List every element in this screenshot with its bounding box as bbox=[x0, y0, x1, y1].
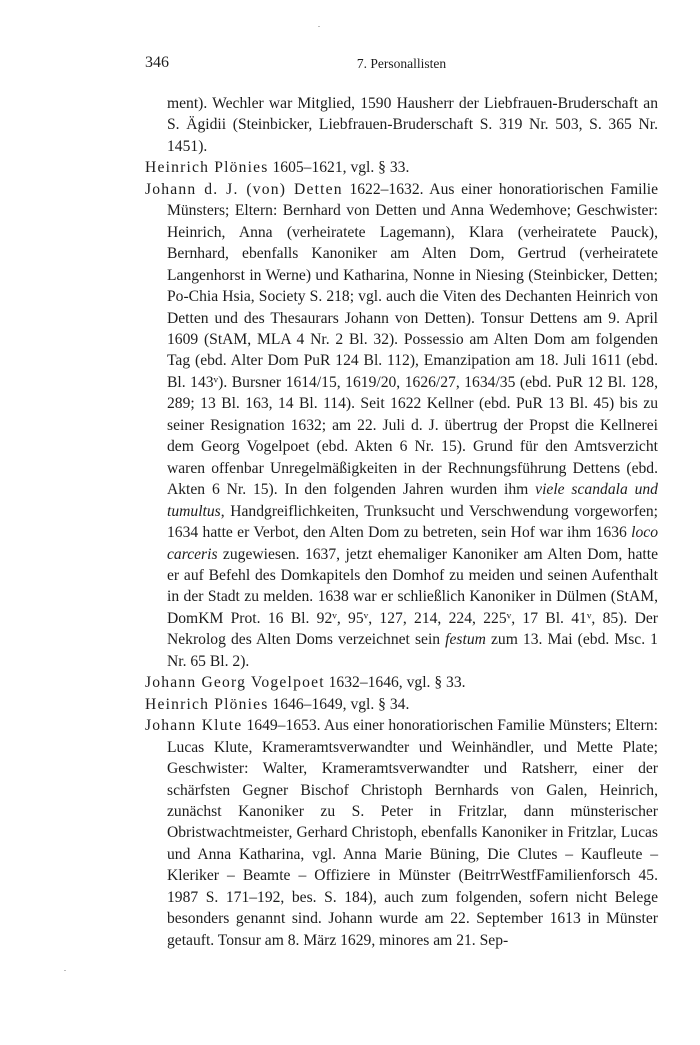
entry-name: Johann Georg Vogelpoet bbox=[145, 674, 325, 692]
scan-speck bbox=[64, 970, 66, 971]
paragraph-continuation bbox=[145, 93, 658, 157]
page-header bbox=[145, 54, 658, 78]
entry-johann-klute bbox=[145, 715, 658, 951]
entry-text: 1646–1649, vgl. § 34. bbox=[268, 695, 410, 713]
paragraph-text: ment). Wechler war Mitglied, 1590 Hausherr der Liebfrauen-Bruderschaft an S. Ägidii (Steinbicker, Liebfrauen-Bruderschaft S. 319 Nr. 503, S. 365 Nr. 1451). bbox=[167, 95, 658, 155]
entry-johann-von-detten bbox=[145, 179, 658, 672]
entry-text-italic: loco carceris bbox=[167, 524, 658, 563]
entry-text: 1649–1653. Aus einer honoratiorischen Familie Münsters; Eltern: Lucas Klute, Krameramtsverwandter und Weinhändler, und Mette Plate; Geschwister: Walter, Krameramtsverwandter und Ratsherr, einer der schärfsten Gegner Bischof Christoph Bernhards von Galen, Heinrich, zunächst Kanoniker zu S. Peter in Fritzlar, dann münsterischer Obristwachtmeister, Gerhard Christoph, ebenfalls Kanoniker in Fritzlar, Lucas und Anna Katharina, vgl. Anna Marie Büning, Die Clutes – Kaufleute – Kleriker – Beamte – Offiziere in Münster (BeitrrWestfFamilienforsch 45. 1987 S. 171–192, bes. S. 184), auch zum folgenden, sofern nicht Belege besonders genannt sind. Johann wurde am 22. September 1613 in Münster getauft. Tonsur am 8. März 1629, minores am 21. Sep- bbox=[167, 717, 658, 949]
entry-text: , Handgreiflichkeiten, Trunksucht und Verschwendung vorgeworfen; 1634 hatte er Verbot, den Alten Dom zu betreten, sein Hof war ihm 1636 bbox=[167, 502, 658, 542]
entry-text: 1632–1646, vgl. § 33. bbox=[324, 674, 466, 692]
entry-heinrich-plonies-1646 bbox=[145, 694, 658, 715]
entry-name: Heinrich Plönies bbox=[145, 159, 269, 177]
entry-text: 1622–1632. Aus einer honoratiorischen Familie Münsters; Eltern: Bernhard von Detten und Anna Wedemhove; Geschwister: Heinrich, Anna (verheiratete Lagemann), Klara (verheiratete Pauck), Bernhard, ebenfalls Kanoniker am Alten Dom, Gertrud (verheiratete Langenhorst in Werne) und Katharina, Nonne in Niesing (Steinbicker, Detten; Po-Chia Hsia, Society S. 218; vgl. auch die Viten des Dechanten Heinrich von Detten und des Thesaurars Johann von Detten). Tonsur Dettens am 9. April 1609 (StAM, MLA 4 Nr. 2 Bl. 32). Possessio am Alten Dom am folgenden Tag (ebd. Alter Dom PuR 124 Bl. 112), Emanzipation am 18. Juli 1611 (ebd. Bl. 143ᵛ). Bursner 1614/15, 1619/20, 1626/27, 1634/35 (ebd. PuR 12 Bl. 128, 289; 13 Bl. 163, 14 Bl. 114). Seit 1622 Kellner (ebd. PuR 13 Bl. 45) bis zu seiner Resignation 1632; am 22. Juli d. J. übertrug der Propst die Kellnerei dem Georg Vogelpoet (ebd. Akten 6 Nr. 15). Grund für den Amtsverzicht waren offenbar Unregelmäßigkeiten in der Rechnungsführung Dettens (ebd. Akten 6 Nr. 15). In den folgenden Jahren wurden ihm bbox=[167, 180, 658, 499]
entry-text-italic: viele scandala und tumultus bbox=[167, 481, 658, 520]
entry-heinrich-plonies-1605 bbox=[145, 157, 658, 178]
page-number: 346 bbox=[145, 54, 169, 71]
entry-text-italic: festum bbox=[445, 631, 486, 649]
entry-name: Johann Klute bbox=[145, 717, 243, 735]
entry-text: zum 13. Mai (ebd. Msc. 1 Nr. 65 Bl. 2). bbox=[167, 631, 658, 670]
running-title: 7. Personallisten bbox=[356, 56, 447, 71]
text-body bbox=[145, 93, 658, 951]
entry-johann-georg-vogelpoet bbox=[145, 672, 658, 693]
entry-text: 1605–1621, vgl. § 33. bbox=[268, 159, 410, 177]
entry-name: Heinrich Plönies bbox=[145, 695, 269, 713]
entry-name: Johann d. J. (von) Detten bbox=[145, 180, 343, 198]
entry-text: zugewiesen. 1637, jetzt ehemaliger Kanoniker am Alten Dom, hatte er auf Befehl des Domkapitels den Domhof zu meiden und seinen Aufenthalt in der Stadt zu melden. 1638 war er schließlich Kanoniker in Dülmen (StAM, DomKM Prot. 16 Bl. 92ᵛ, 95ᵛ, 127, 214, 224, 225ᵛ, 17 Bl. 41ᵛ, 85). Der Nekrolog des Alten Doms verzeichnet sein bbox=[167, 545, 658, 649]
scan-speck bbox=[318, 26, 320, 27]
